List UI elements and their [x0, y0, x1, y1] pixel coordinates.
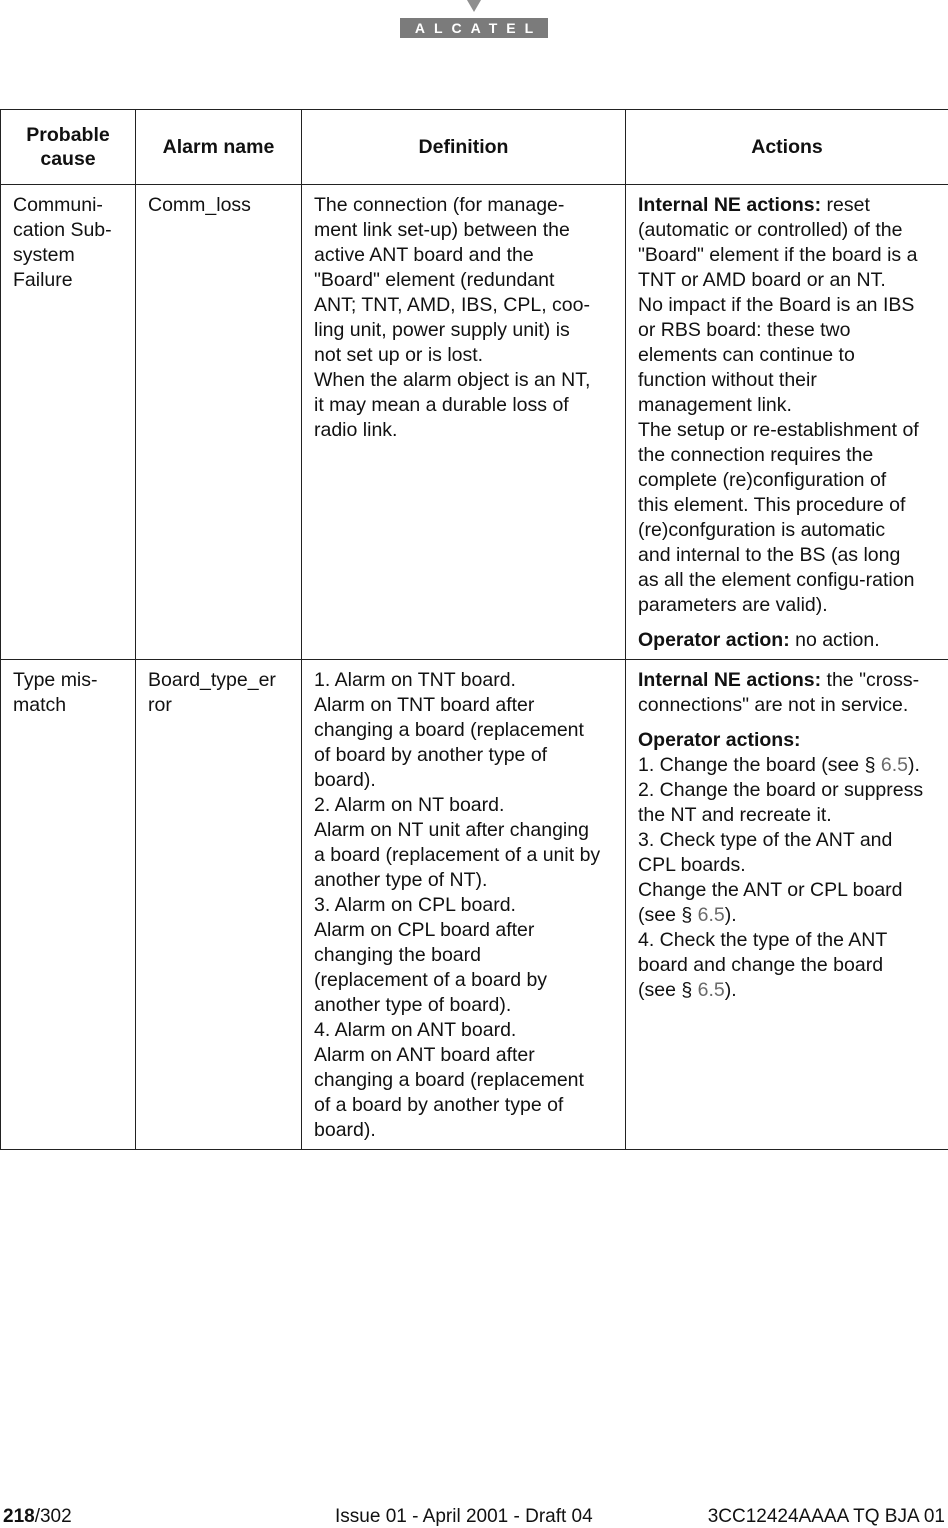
alarm-table [0, 109, 948, 1150]
section-ref-link[interactable]: 6.5 [697, 904, 725, 926]
table-row [1, 185, 948, 660]
cell-probable-cause: Type mis- match [1, 660, 136, 1150]
logo-wordmark: ALCATEL [400, 18, 548, 38]
cell-alarm-name: Comm_loss [136, 185, 302, 660]
cell-actions [626, 660, 948, 1150]
operator-action: Operator action: no action. [638, 629, 880, 651]
page-footer [3, 1506, 945, 1528]
internal-actions: Internal NE actions: the "cross- connections" are not in service. [638, 669, 920, 716]
table-header-row [1, 110, 948, 185]
alcatel-logo [400, 0, 548, 40]
section-ref-link[interactable]: 6.5 [697, 979, 725, 1001]
logo-triangle-icon [467, 0, 481, 12]
cell-probable-cause: Communi- cation Sub- system Failure [1, 185, 136, 660]
table-row [1, 660, 948, 1150]
cell-definition: The connection (for manage- ment link set-up) between the active ANT board and the "Board" element (redundant ANT; TNT, AMD, IBS, CPL, coo- ling unit, power supply unit) is not set up or is lost. When the alarm object is an NT, it may mean a durable loss of radio link. [302, 185, 626, 660]
col-header-actions: Actions [626, 110, 948, 185]
section-ref-link[interactable]: 6.5 [880, 754, 908, 776]
internal-actions: Internal NE actions: reset (automatic or controlled) of the "Board" element if the board is a TNT or AMD board or an NT. No impact if the Board is an IBS or RBS board: these two elements can continue to function without their management link. The setup or re-establishment of the connection requires the complete (re)configuration of this element. This procedure of (re)confguration is automatic and internal to the BS (as long as all the element configu-ration parameters are valid). [638, 194, 919, 616]
issue-info: Issue 01 - April 2001 - Draft 04 [335, 1506, 593, 1527]
page-number: 218/302 [3, 1506, 72, 1527]
cell-definition: 1. Alarm on TNT board. Alarm on TNT board after changing a board (replacement of board by another type of board). 2. Alarm on NT board. Alarm on NT unit after changing a board (replacement of a unit by another type of NT). 3. Alarm on CPL board. Alarm on CPL board after changing the board (replacement of a board by another type of board). 4. Alarm on ANT board. Alarm on ANT board after changing a board (replacement of a board by another type of board). [302, 660, 626, 1150]
col-header-probable-cause: Probable cause [1, 110, 136, 185]
cell-actions [626, 185, 948, 660]
document-reference: 3CC12424AAAA TQ BJA 01 [707, 1506, 945, 1527]
col-header-alarm-name: Alarm name [136, 110, 302, 185]
col-header-definition: Definition [302, 110, 626, 185]
cell-alarm-name: Board_type_er ror [136, 660, 302, 1150]
operator-actions: Operator actions: 1. Change the board (see § 6.5). 2. Change the board or suppress the NT and recreate it. 3. Check type of the ANT and CPL boards. Change the ANT or CPL board (see § 6.5). 4. Check the type of the ANT board and change the board (see § 6.5). [638, 729, 924, 1001]
